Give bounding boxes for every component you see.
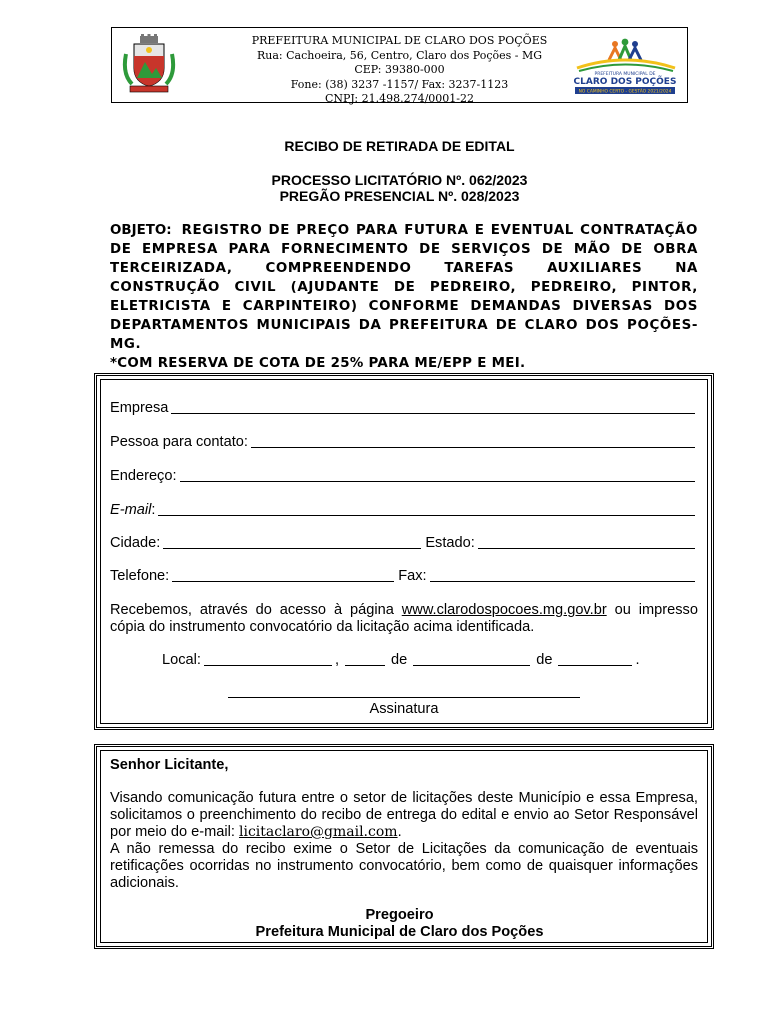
year-blank[interactable] — [558, 651, 632, 666]
empresa-label: Empresa — [110, 400, 169, 416]
notice-title: Senhor Licitante, — [110, 757, 229, 773]
letterhead-line: PREFEITURA MUNICIPAL DE CLARO DOS POÇÕES — [251, 34, 548, 47]
estado-blank[interactable] — [478, 534, 695, 549]
administration-logo — [571, 38, 679, 96]
recebemos-paragraph — [110, 602, 698, 636]
fax-label: Fax: — [398, 568, 427, 584]
endereco-blank[interactable] — [180, 467, 695, 482]
email-colon: : — [151, 502, 156, 518]
month-blank[interactable] — [413, 651, 530, 666]
cidade-estado-field[interactable] — [110, 534, 695, 551]
letterhead-line: Fone: (38) 3237 -1157/ Fax: 3237-1123 — [290, 77, 509, 91]
empresa-blank[interactable] — [171, 399, 695, 414]
cidade-label: Cidade: — [110, 535, 161, 551]
recebemos-text-end: ou impresso cópia do instrumento convocatório da licitação acima identificada. — [110, 602, 698, 635]
notice-text: Visando comunicação futura entre o setor de licitações deste Município e essa Empresa, solicitamos o preenchimento do recibo de entrega do edital e envio ao Setor Responsável por meio do e-mail: — [110, 790, 698, 840]
email-field[interactable] — [110, 501, 695, 518]
pregao-number: PREGÃO PRESENCIAL Nº. 028/2023 — [279, 188, 520, 204]
signature-line[interactable] — [228, 697, 580, 698]
signer-organization: Prefeitura Municipal de Claro dos Poções — [255, 924, 544, 940]
letterhead — [111, 27, 688, 103]
de-text: de — [391, 652, 408, 668]
local-date-field[interactable] — [162, 651, 640, 668]
objeto-text: REGISTRO DE PREÇO PARA FUTURA E EVENTUAL CONTRATAÇÃO DE EMPRESA PARA FORNECIMENTO DE SERVIÇOS DE MÃO DE OBRA TERCEIRIZADA, COMPREENDENDO TAREFAS AUXILIARES NA CONSTRUÇÃO CIVIL (AJUDANTE DE PEDREIRO, PEDREIRO, PINTOR, ELETRICISTA E CARPINTEIRO) CONFORME DEMANDAS DIVERSAS DOS DEPARTAMENTOS MUNICIPAIS DA PREFEITURA DE CLARO DOS POÇÕES-MG. — [110, 223, 698, 352]
email-label: E-mail — [110, 502, 152, 518]
notice-text-dot: . — [397, 824, 402, 840]
notice-text-2: A não remessa do recibo exime o Setor de Licitações da comunicação de eventuais retificações ocorridas no instrumento convocatório, bem como de quaisquer informações adicionais. — [110, 841, 698, 891]
contato-field[interactable] — [110, 433, 695, 450]
contato-blank[interactable] — [251, 433, 695, 448]
letterhead-line: CEP: 39380-000 — [354, 63, 445, 76]
local-label: Local: — [162, 652, 201, 668]
logo-top-text: PREFEITURA MUNICIPAL DE — [594, 72, 656, 77]
notice-paragraph — [110, 790, 698, 892]
document-title: RECIBO DE RETIRADA DE EDITAL — [284, 138, 515, 154]
cidade-blank[interactable] — [163, 534, 421, 549]
de-text: de — [536, 652, 553, 668]
letterhead-line: CNPJ: 21.498.274/0001-22 — [324, 92, 474, 105]
objeto-label: OBJETO: — [110, 223, 172, 238]
recebemos-text: Recebemos, através do acesso à página — [110, 602, 394, 618]
day-blank[interactable] — [345, 651, 385, 666]
signer-role: Pregoeiro — [365, 907, 434, 923]
signature-label: Assinatura — [369, 701, 439, 717]
telefone-blank[interactable] — [172, 567, 394, 582]
letterhead-line: Rua: Cachoeira, 56, Centro, Claro dos Poções - MG — [256, 48, 543, 62]
receipt-form-box — [94, 373, 714, 730]
fax-blank[interactable] — [430, 567, 695, 582]
processo-number: PROCESSO LICITATÓRIO Nº. 062/2023 — [271, 172, 528, 188]
contato-label: Pessoa para contato: — [110, 434, 248, 450]
quota-reservation: *COM RESERVA DE COTA DE 25% PARA ME/EPP E MEI. — [110, 356, 526, 371]
local-blank[interactable] — [204, 651, 332, 666]
empresa-field[interactable] — [110, 399, 695, 416]
logo-slogan-text: NO CAMINHO CERTO - GESTÃO 2021/2024 — [578, 89, 672, 95]
objeto-paragraph — [110, 221, 698, 354]
dot-text: . — [635, 652, 640, 668]
estado-label: Estado: — [425, 535, 475, 551]
telefone-fax-field[interactable] — [110, 567, 695, 584]
website-link[interactable]: www.clarodospocoes.mg.gov.br — [401, 602, 607, 618]
endereco-field[interactable] — [110, 467, 695, 484]
endereco-label: Endereço: — [110, 468, 177, 484]
email-link[interactable]: licitaclaro@gmail.com — [238, 824, 398, 840]
telefone-label: Telefone: — [110, 568, 170, 584]
comma-text: , — [334, 652, 340, 668]
email-blank[interactable] — [158, 501, 695, 516]
logo-name-text: CLARO DOS POÇÕES — [573, 77, 677, 87]
